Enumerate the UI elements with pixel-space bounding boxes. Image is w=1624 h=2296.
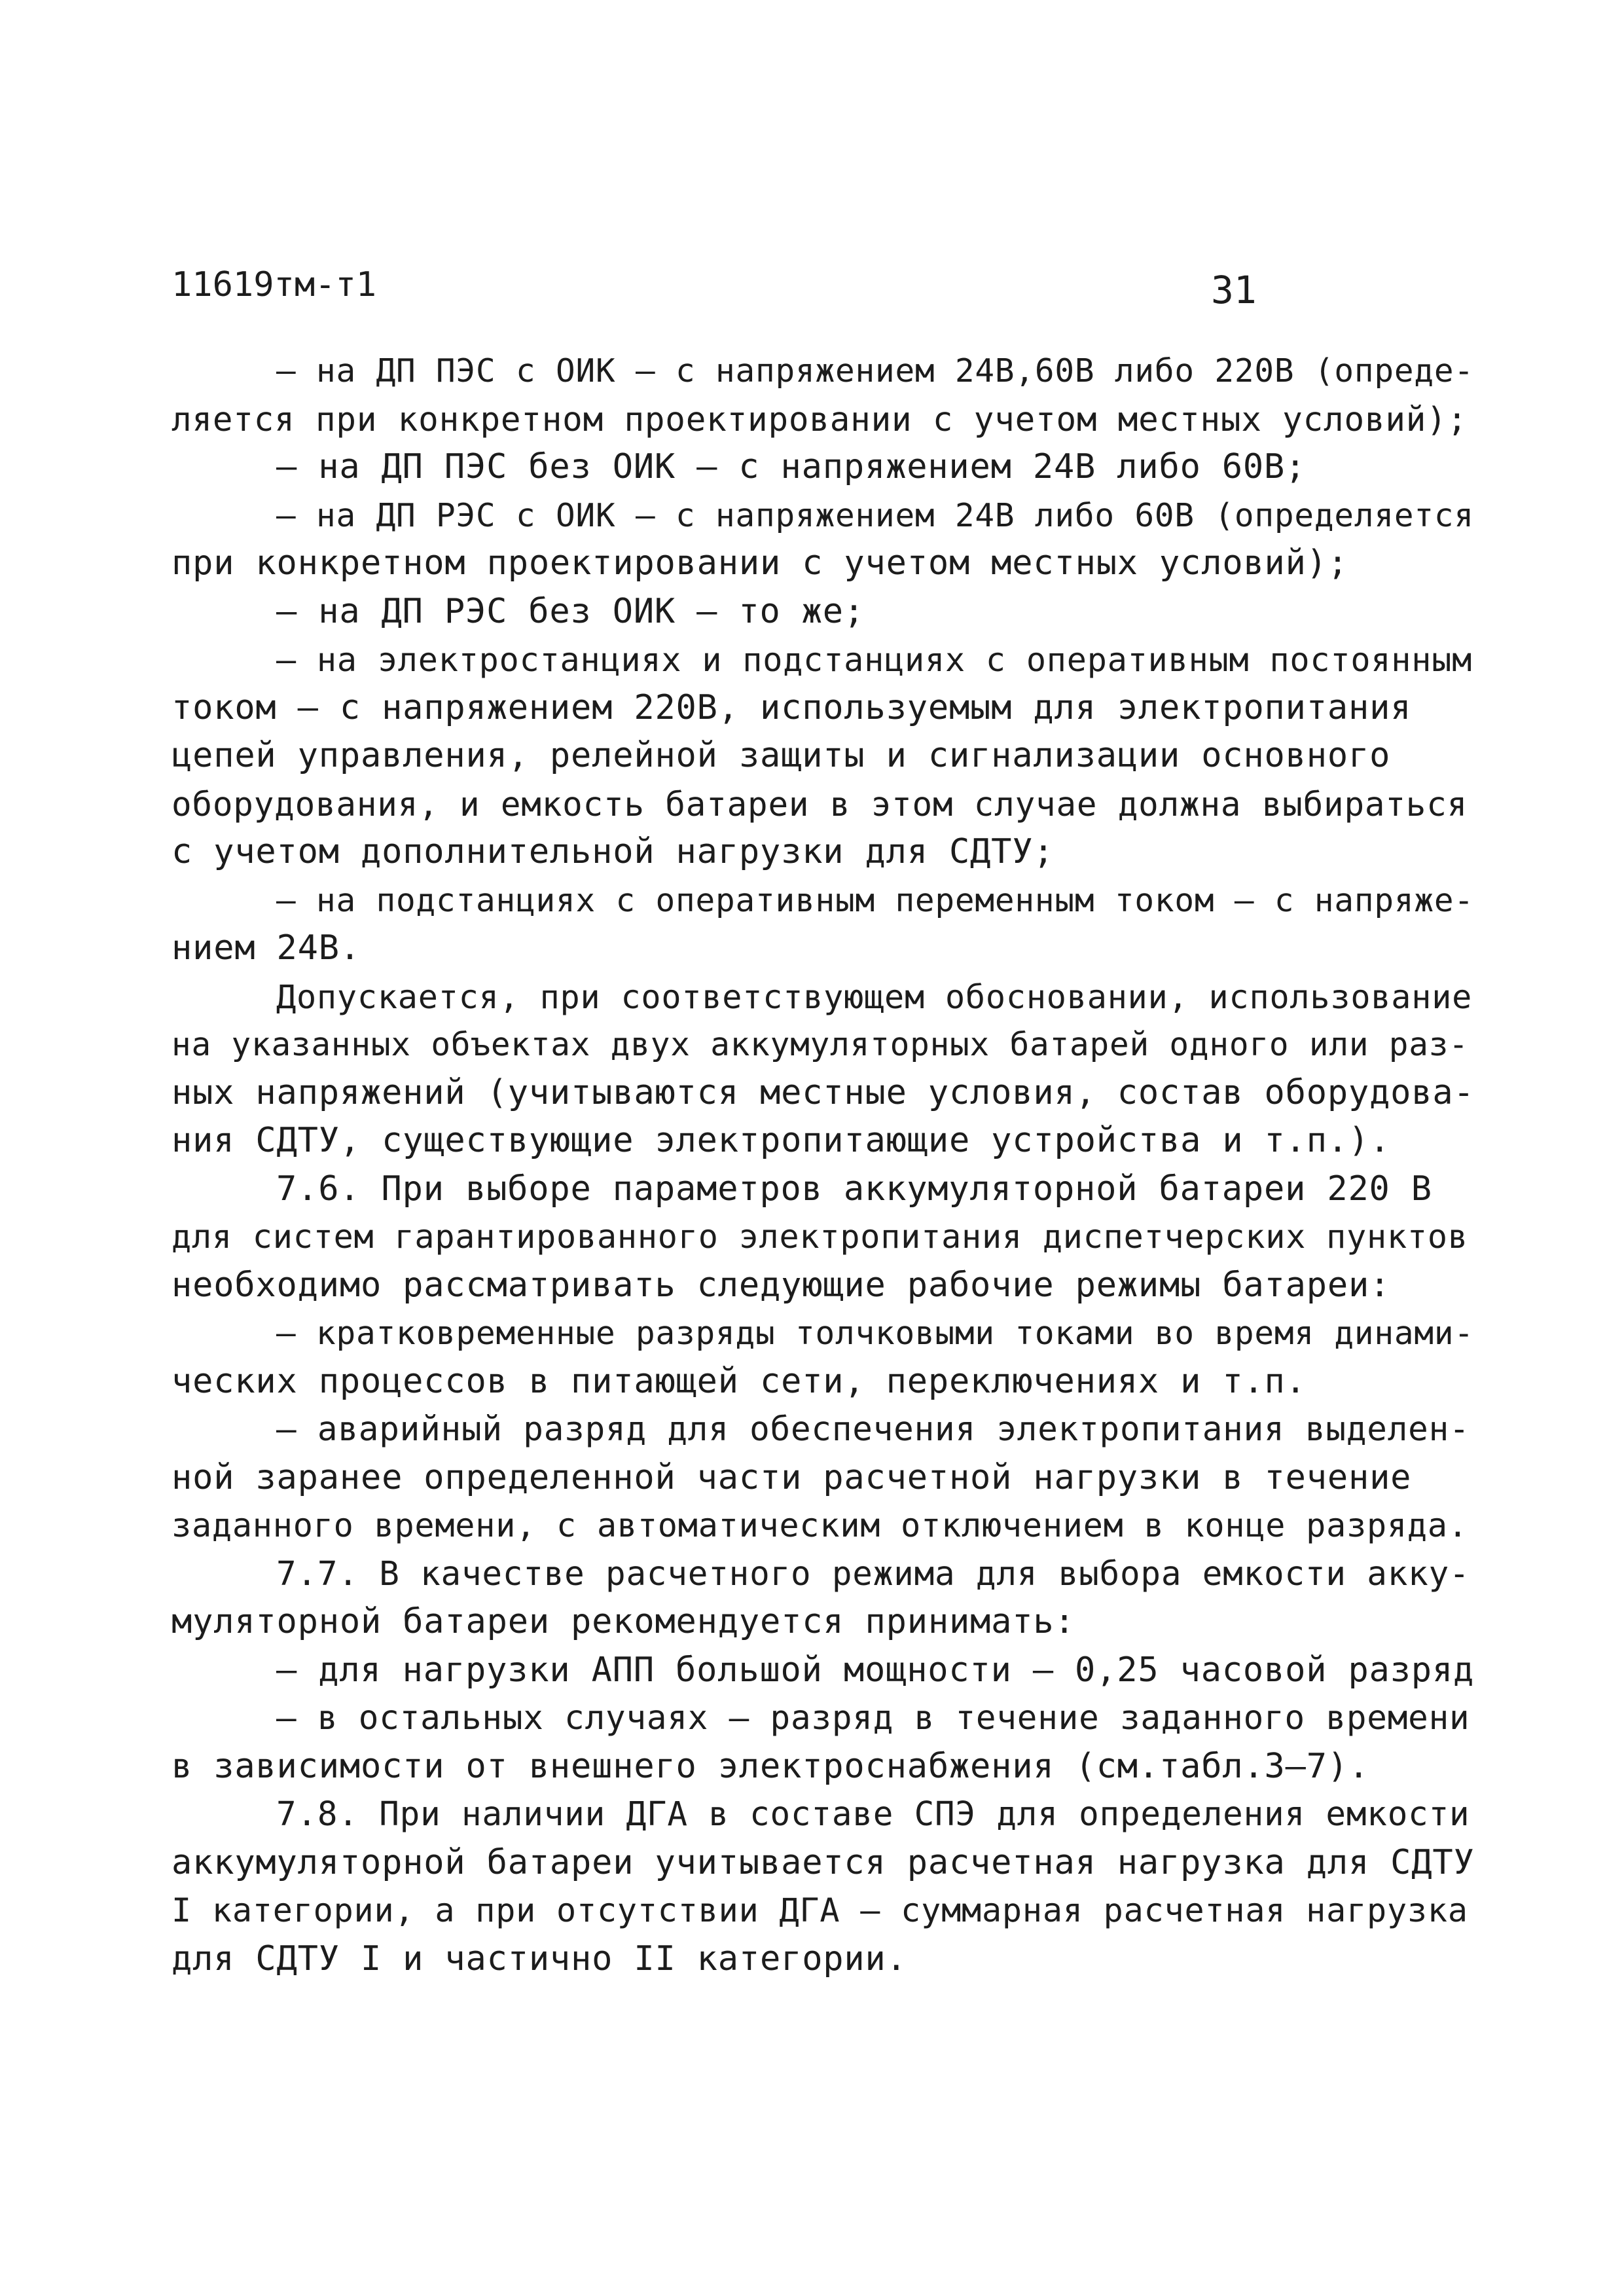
- text-line: током – с напряжением 220В, используемым для электропитания: [171, 687, 1412, 727]
- text-line: I категории, а при отсутствии ДГА – суммарная расчетная нагрузка: [171, 1891, 1468, 1929]
- text-line: 7.8. При наличии ДГА в составе СПЭ для определения емкости: [276, 1795, 1470, 1834]
- text-line: нием 24В.: [171, 928, 361, 968]
- text-line: – на ДП ПЭС с ОИК – с напряжением 24В,60В либо 220В (опреде-: [276, 352, 1474, 390]
- text-line: для систем гарантированного электропитания диспетчерских пунктов: [171, 1218, 1468, 1256]
- page-number: 31: [1211, 268, 1257, 312]
- text-line: – аварийный разряд для обеспечения электропитания выделен-: [276, 1410, 1470, 1449]
- text-line: 7.6. При выборе параметров аккумуляторной батареи 220 В: [276, 1169, 1432, 1209]
- document-id: 11619тм-т1: [171, 265, 377, 304]
- text-line: оборудования, и емкость батареи в этом случае должна выбираться: [171, 784, 1468, 824]
- text-line: – на подстанциях с оперативным переменным током – с напряже-: [276, 881, 1474, 919]
- text-line: Допускается, при соответствующем обосновании, использование: [276, 977, 1473, 1016]
- text-line: в зависимости от внешнего электроснабжения (см.табл.3–7).: [171, 1746, 1370, 1786]
- text-line: – на ДП РЭС с ОИК – с напряжением 24В либо 60В (определяется: [276, 496, 1474, 534]
- text-line: на указанных объектах двух аккумуляторных батарей одного или раз-: [171, 1025, 1469, 1063]
- text-line: муляторной батареи рекомендуется принимать:: [171, 1602, 1075, 1641]
- text-line: – для нагрузки АПП большой мощности – 0,25 часовой разряд: [276, 1650, 1475, 1690]
- text-line: 7.7. В качестве расчетного режима для выбора емкости акку-: [276, 1554, 1470, 1594]
- text-line: ния СДТУ, существующие электропитающие устройства и т.п.).: [171, 1121, 1391, 1160]
- text-line: с учетом дополнительной нагрузки для СДТУ;: [171, 832, 1055, 871]
- text-line: ляется при конкретном проектировании с учетом местных условий);: [171, 399, 1468, 439]
- text-line: для СДТУ I и частично II категории.: [171, 1939, 907, 1978]
- text-line: аккумуляторной батареи учитывается расчетная нагрузка для СДТУ: [171, 1842, 1475, 1882]
- text-line: – на ДП РЭС без ОИК – то же;: [276, 591, 865, 631]
- text-line: цепей управления, релейной защиты и сигнализации основного: [171, 736, 1391, 775]
- text-line: – на ДП ПЭС без ОИК – с напряжением 24В либо 60В;: [276, 447, 1307, 486]
- text-line: ных напряжений (учитываются местные условия, состав оборудова-: [171, 1072, 1475, 1112]
- text-line: ческих процессов в питающей сети, переключениях и т.п.: [171, 1361, 1307, 1401]
- text-line: – в остальных случаях – разряд в течение заданного времени: [276, 1699, 1470, 1738]
- body-text: [171, 347, 1494, 1983]
- text-line: необходимо рассматривать следующие рабочие режимы батареи:: [171, 1265, 1391, 1305]
- text-line: заданного времени, с автоматическим отключением в конце разряда.: [171, 1506, 1468, 1544]
- text-line: – кратковременные разряды толчковыми токами во время динами-: [276, 1314, 1474, 1352]
- text-line: ной заранее определенной части расчетной нагрузки в течение: [171, 1457, 1412, 1497]
- text-line: – на электростанциях и подстанциях с оперативным постоянным: [276, 640, 1473, 679]
- text-line: при конкретном проектировании с учетом местных условий);: [171, 543, 1348, 583]
